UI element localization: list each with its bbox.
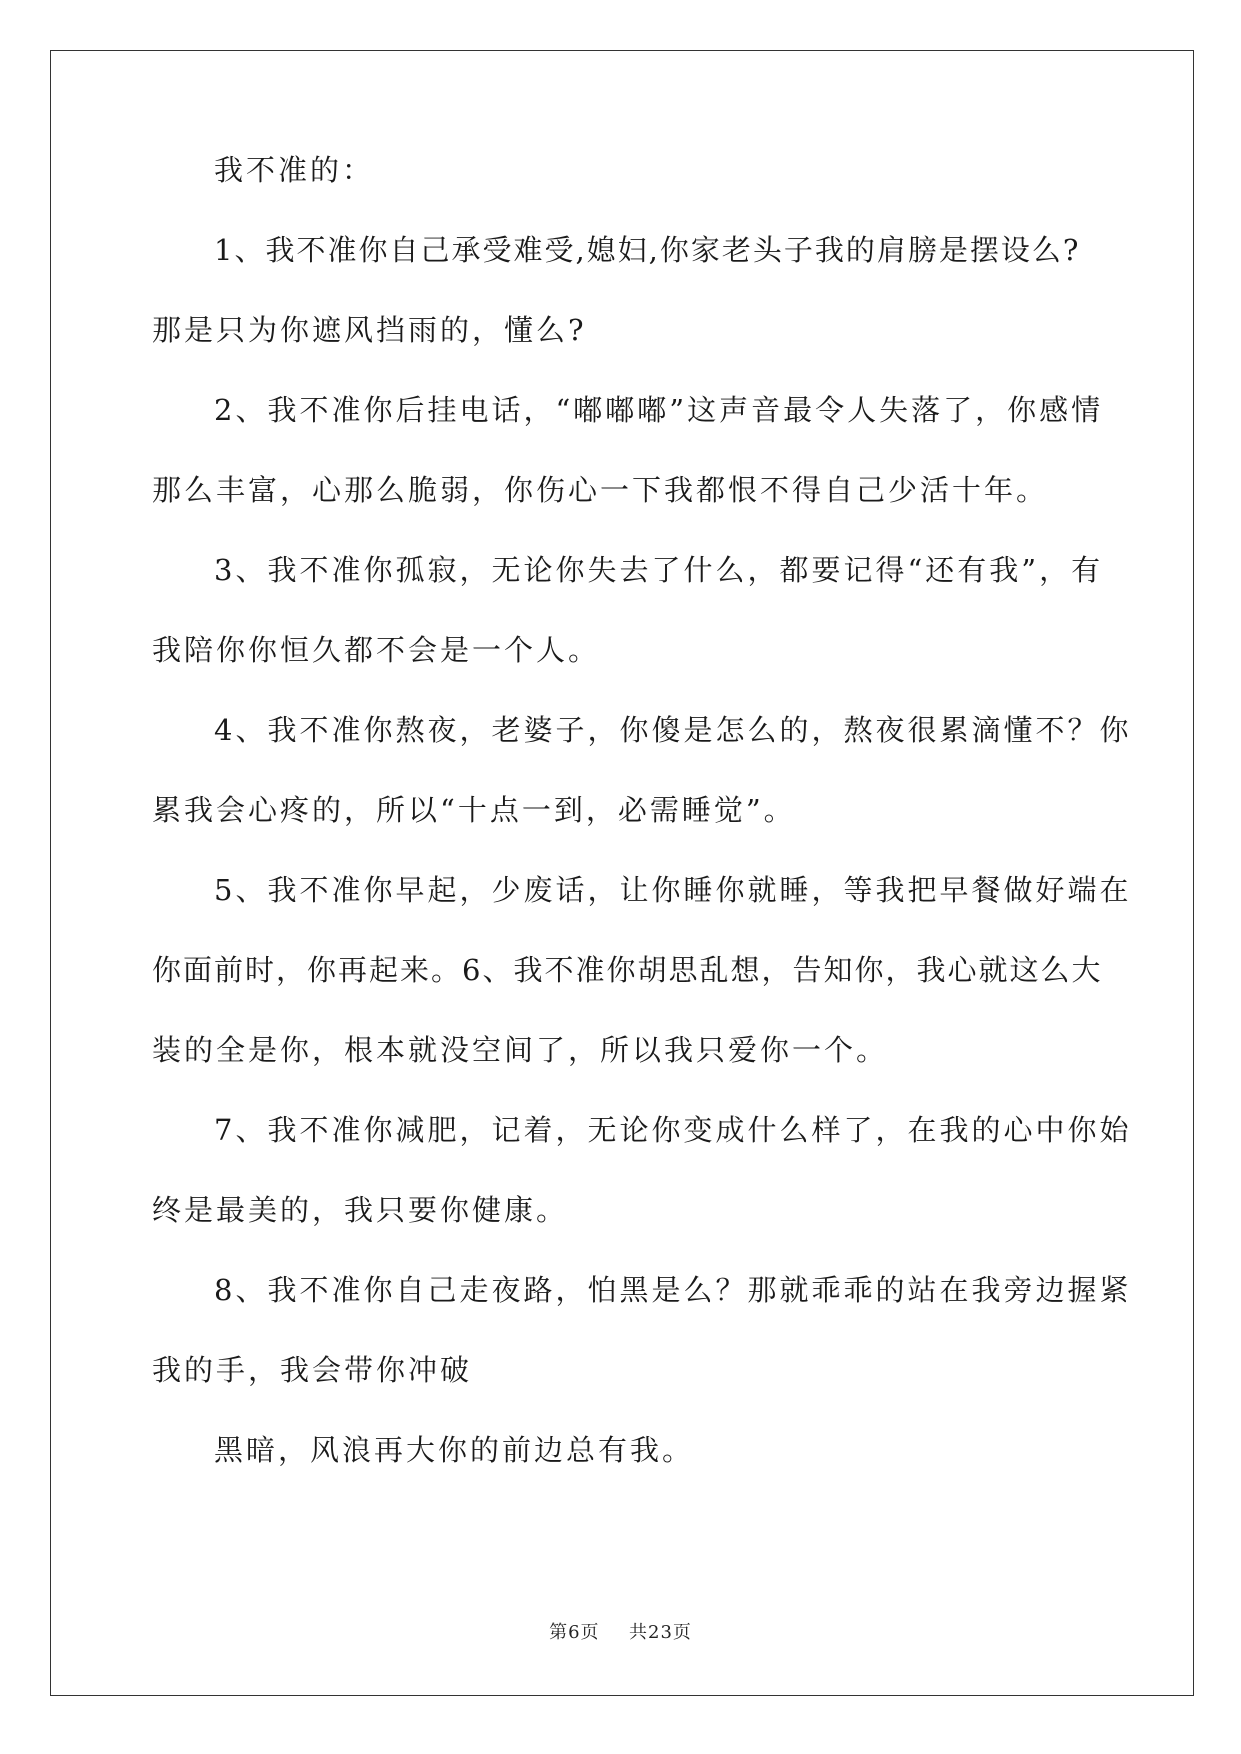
paragraph-line: 3、我不准你孤寂，无论你失去了什么，都要记得“还有我”，有 bbox=[214, 553, 1104, 587]
paragraph-line: 终是最美的，我只要你健康。 bbox=[152, 1193, 569, 1227]
page-footer bbox=[0, 1618, 1241, 1644]
paragraph-line: 那么丰富，心那么脆弱，你伤心一下我都恨不得自己少活十年。 bbox=[152, 473, 1049, 507]
paragraph-line: 那是只为你遮风挡雨的，懂么? bbox=[152, 313, 587, 347]
paragraph-line: 我陪你你恒久都不会是一个人。 bbox=[152, 633, 601, 667]
paragraph-line: 7、我不准你减肥，记着，无论你变成什么样了，在我的心中你始 bbox=[214, 1113, 1132, 1147]
paragraph-line: 4、我不准你熬夜，老婆子，你傻是怎么的，熬夜很累滴懂不？你 bbox=[214, 713, 1132, 747]
paragraph-line: 2、我不准你后挂电话，“嘟嘟嘟”这声音最令人失落了，你感情 bbox=[214, 393, 1104, 427]
paragraph-line: 8、我不准你自己走夜路，怕黑是么？那就乖乖的站在我旁边握紧 bbox=[214, 1273, 1132, 1307]
paragraph-line: 黑暗，风浪再大你的前边总有我。 bbox=[214, 1433, 695, 1467]
document-body bbox=[152, 150, 1132, 1510]
page-number: 第6页 bbox=[549, 1622, 600, 1643]
paragraph-line: 1、我不准你自己承受难受,媳妇,你家老头子我的肩膀是摆设么? bbox=[214, 233, 1081, 267]
paragraph-line: 5、我不准你早起，少废话，让你睡你就睡，等我把早餐做好端在 bbox=[214, 873, 1132, 907]
paragraph-line: 我的手，我会带你冲破 bbox=[152, 1353, 473, 1387]
paragraph-line: 装的全是你，根本就没空间了，所以我只爱你一个。 bbox=[152, 1033, 889, 1067]
paragraph-line: 累我会心疼的，所以“十点一到，必需睡觉”。 bbox=[152, 793, 796, 827]
paragraph-line: 你面前时，你再起来。6、我不准你胡思乱想，告知你，我心就这么大 bbox=[152, 953, 1103, 987]
page-total: 共23页 bbox=[629, 1622, 692, 1643]
section-heading: 我不准的： bbox=[214, 153, 375, 187]
